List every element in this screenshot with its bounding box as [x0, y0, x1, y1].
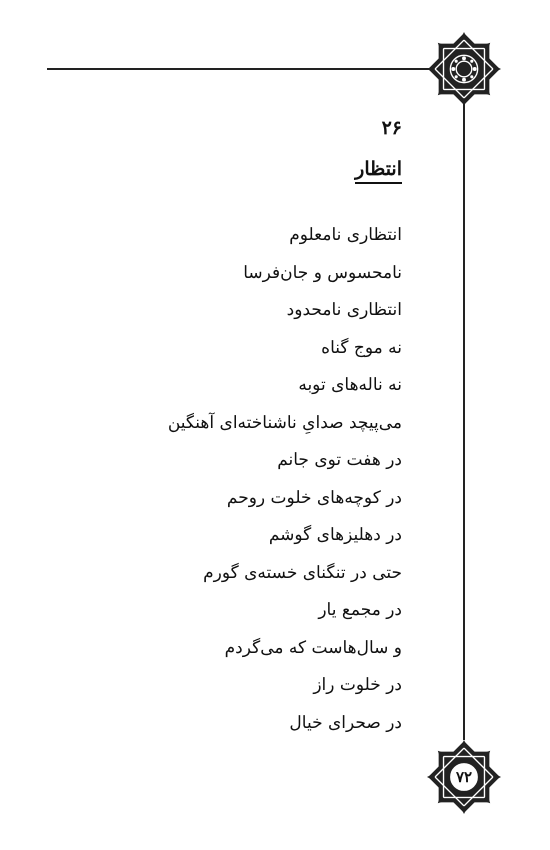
verse-line: در مجمع یار	[318, 600, 402, 620]
verse-line: نه موج گناه	[321, 337, 402, 358]
verse-line: انتظاری نامعلوم	[289, 225, 402, 245]
poem-number: ۲۶	[381, 117, 402, 139]
side-rule	[463, 100, 465, 740]
poem-title: انتظار	[355, 158, 402, 184]
top-rule	[47, 68, 429, 70]
page-number: ۷۲	[455, 768, 473, 786]
verse-line: در هفت توی جانم	[277, 450, 402, 470]
verse-line: در کوچه‌های خلوت روحم	[226, 487, 402, 508]
poem-verses	[102, 220, 402, 745]
verse-line: نه ناله‌های توبه	[298, 375, 402, 395]
verse-line: انتظاری نامحدود	[286, 300, 402, 320]
rosette-ornament-icon	[425, 30, 503, 108]
verse-line: می‌پیچد صدایِ ناشناخته‌ای آهنگین	[167, 412, 402, 433]
verse-line: حتی در تنگنای خسته‌ی گورم	[203, 562, 402, 583]
verse-line: در صحرای خیال	[289, 712, 402, 733]
verse-line: و سال‌هاست که می‌گردم	[224, 637, 402, 658]
verse-line: در دهلیزهای گوشم	[268, 525, 402, 545]
verse-line: نامحسوس و جان‌فرسا	[243, 262, 402, 283]
verse-line: در خلوت راز	[313, 675, 402, 695]
